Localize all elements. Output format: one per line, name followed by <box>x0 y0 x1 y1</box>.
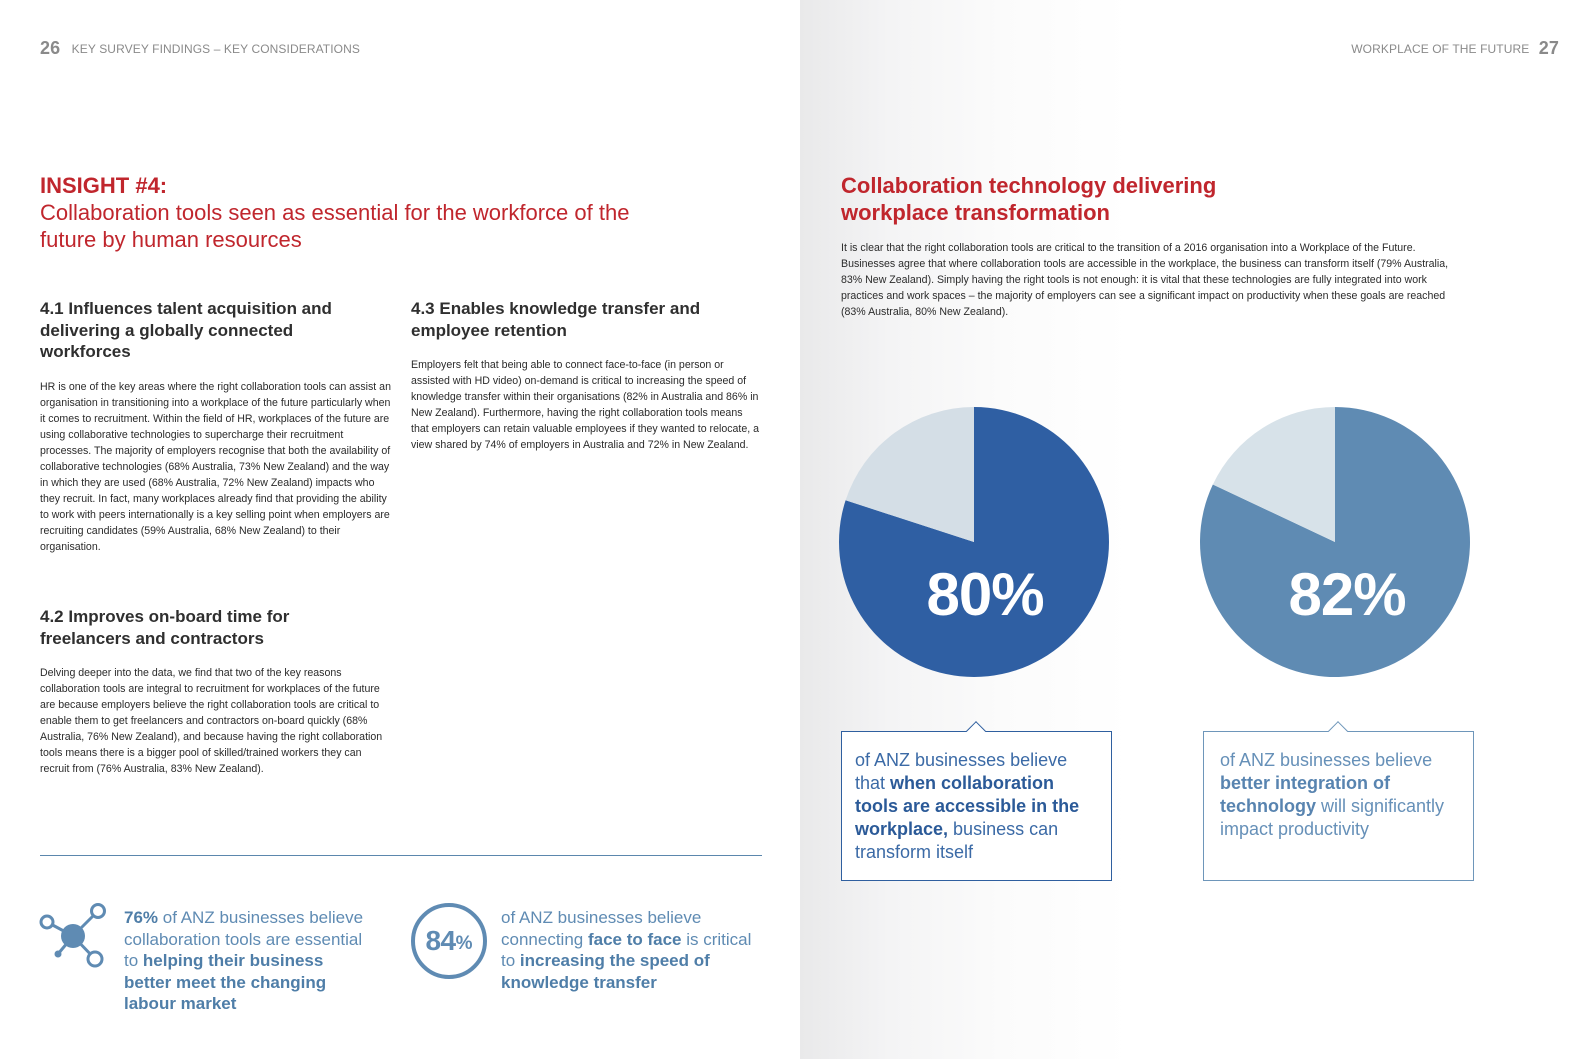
stat-labour-text: of ANZ businesses believe collaboration tools are essential to <box>124 908 364 970</box>
callout-transform <box>841 731 1112 881</box>
right-page-number: 27 <box>1538 38 1559 58</box>
left-running-header: KEY SURVEY FINDINGS – KEY CONSIDERATIONS <box>71 42 360 56</box>
callout-transform-pointer <box>966 721 986 741</box>
stat-labour-pct: 76% <box>124 908 159 927</box>
pie-80-label: 80% <box>926 561 1044 628</box>
stat-face-bold1: face to face <box>587 929 682 949</box>
callout-transform-bold: when collaboration tools are accessible in the workplace, <box>855 773 1080 839</box>
pie-chart-integration <box>1200 407 1470 677</box>
section-4-3-heading: 4.3 Enables knowledge transfer and employee retention <box>411 299 701 340</box>
right-intro-body: It is clear that the right collaboration tools are critical to the transition of a 2016 organisation into a Workplace of the Future. Businesses agree that where collaboration tools are accessible in the workplace, the business can transform itself (79% Australia, 83% New Zealand). Simply having the right tools is not enough: it is vital that these technologies are fully integrated into work practices and work spaces – the majority of employers can see a significant impact on productivity when these goals are reached (83% Australia, 80% New Zealand). <box>841 242 1449 318</box>
callout-integration-pointer <box>1328 721 1348 741</box>
callout-integration-text2: will significantly impact productivity <box>1220 796 1445 839</box>
stat-face-bold2: increasing the speed of knowledge transfer <box>501 951 710 992</box>
insight-subtitle: Collaboration tools seen as essential for the workforce of the future by human resources <box>40 200 630 252</box>
stat-face-text2: is critical to <box>501 929 752 970</box>
insight-label: INSIGHT #4: <box>40 173 168 198</box>
callout-integration <box>1203 731 1474 881</box>
section-4-2-body: Delving deeper into the data, we find that two of the key reasons collaboration tools are integral to recruitment for workplaces of the future are because employers believe the right collaboration tools are critical to enable them to get freelancers and contractors on-board quickly (68% Australia, 76% New Zealand), and because having the right collaboration tools means there is a bigger pool of skilled/trained workers they can recruit from (76% Australia, 83% New Zealand). <box>40 667 383 775</box>
stat-84-ring <box>411 903 487 979</box>
stat-face-to-face <box>501 907 766 993</box>
callout-transform-text2: business can transform itself <box>855 819 1059 862</box>
left-page-number: 26 <box>40 38 61 58</box>
right-title: Collaboration technology delivering workplace transformation <box>841 173 1217 225</box>
right-page <box>800 0 1589 1059</box>
callout-integration-bold: better integration of technology <box>1220 773 1390 816</box>
callout-integration-text1: of ANZ businesses believe <box>1220 750 1433 770</box>
network-icon <box>38 900 110 972</box>
stat-84-unit: % <box>455 933 473 954</box>
pie-82-label: 82% <box>1288 561 1406 628</box>
left-folio <box>40 38 360 59</box>
right-folio <box>1351 38 1559 59</box>
section-4-1-body: HR is one of the key areas where the right collaboration tools can assist an organisation in transitioning into a workplace of the future particularly when it comes to recruitment. Within the field of HR, workplaces of the future are using collaborative technologies to supercharge their recruitment processes. The majority of employers recognise that both the availability of collaborative technologies (68% Australia, 73% New Zealand) and the way in which they are used (68% Australia, 72% New Zealand) impacts who they recruit. In fact, many workplaces already find that providing the ability to work with peers internationally is a key selling point when employers are recruiting candidates (59% Australia, 68% New Zealand) to their organisation. <box>40 381 391 553</box>
stat-labour-market <box>124 907 374 1015</box>
section-4-3-body: Employers felt that being able to connect face-to-face (in person or assisted with HD video) on-demand is critical to increasing the speed of knowledge transfer within their organisations (82% in Australia and 86% in New Zealand). Furthermore, having the right collaboration tools means that employers can retain valuable employees if they wanted to relocate, a view shared by 74% of employers in Australia and 72% in New Zealand. <box>411 359 760 451</box>
pie-chart-transform <box>839 407 1109 677</box>
stat-labour-bold: helping their business better meet the changing labour market <box>124 951 327 1013</box>
pie-charts <box>800 390 1589 700</box>
callout-transform-text1: of ANZ businesses believe that <box>855 750 1068 793</box>
right-running-header: WORKPLACE OF THE FUTURE <box>1351 42 1530 56</box>
stat-84-number: 84 <box>425 925 456 956</box>
section-4-1-heading: 4.1 Influences talent acquisition and delivering a globally connected workforces <box>40 299 332 361</box>
stat-face-text1: of ANZ businesses believe connecting <box>501 908 702 949</box>
section-4-2-heading: 4.2 Improves on-board time for freelancers and contractors <box>40 607 290 648</box>
section-divider <box>40 855 762 856</box>
